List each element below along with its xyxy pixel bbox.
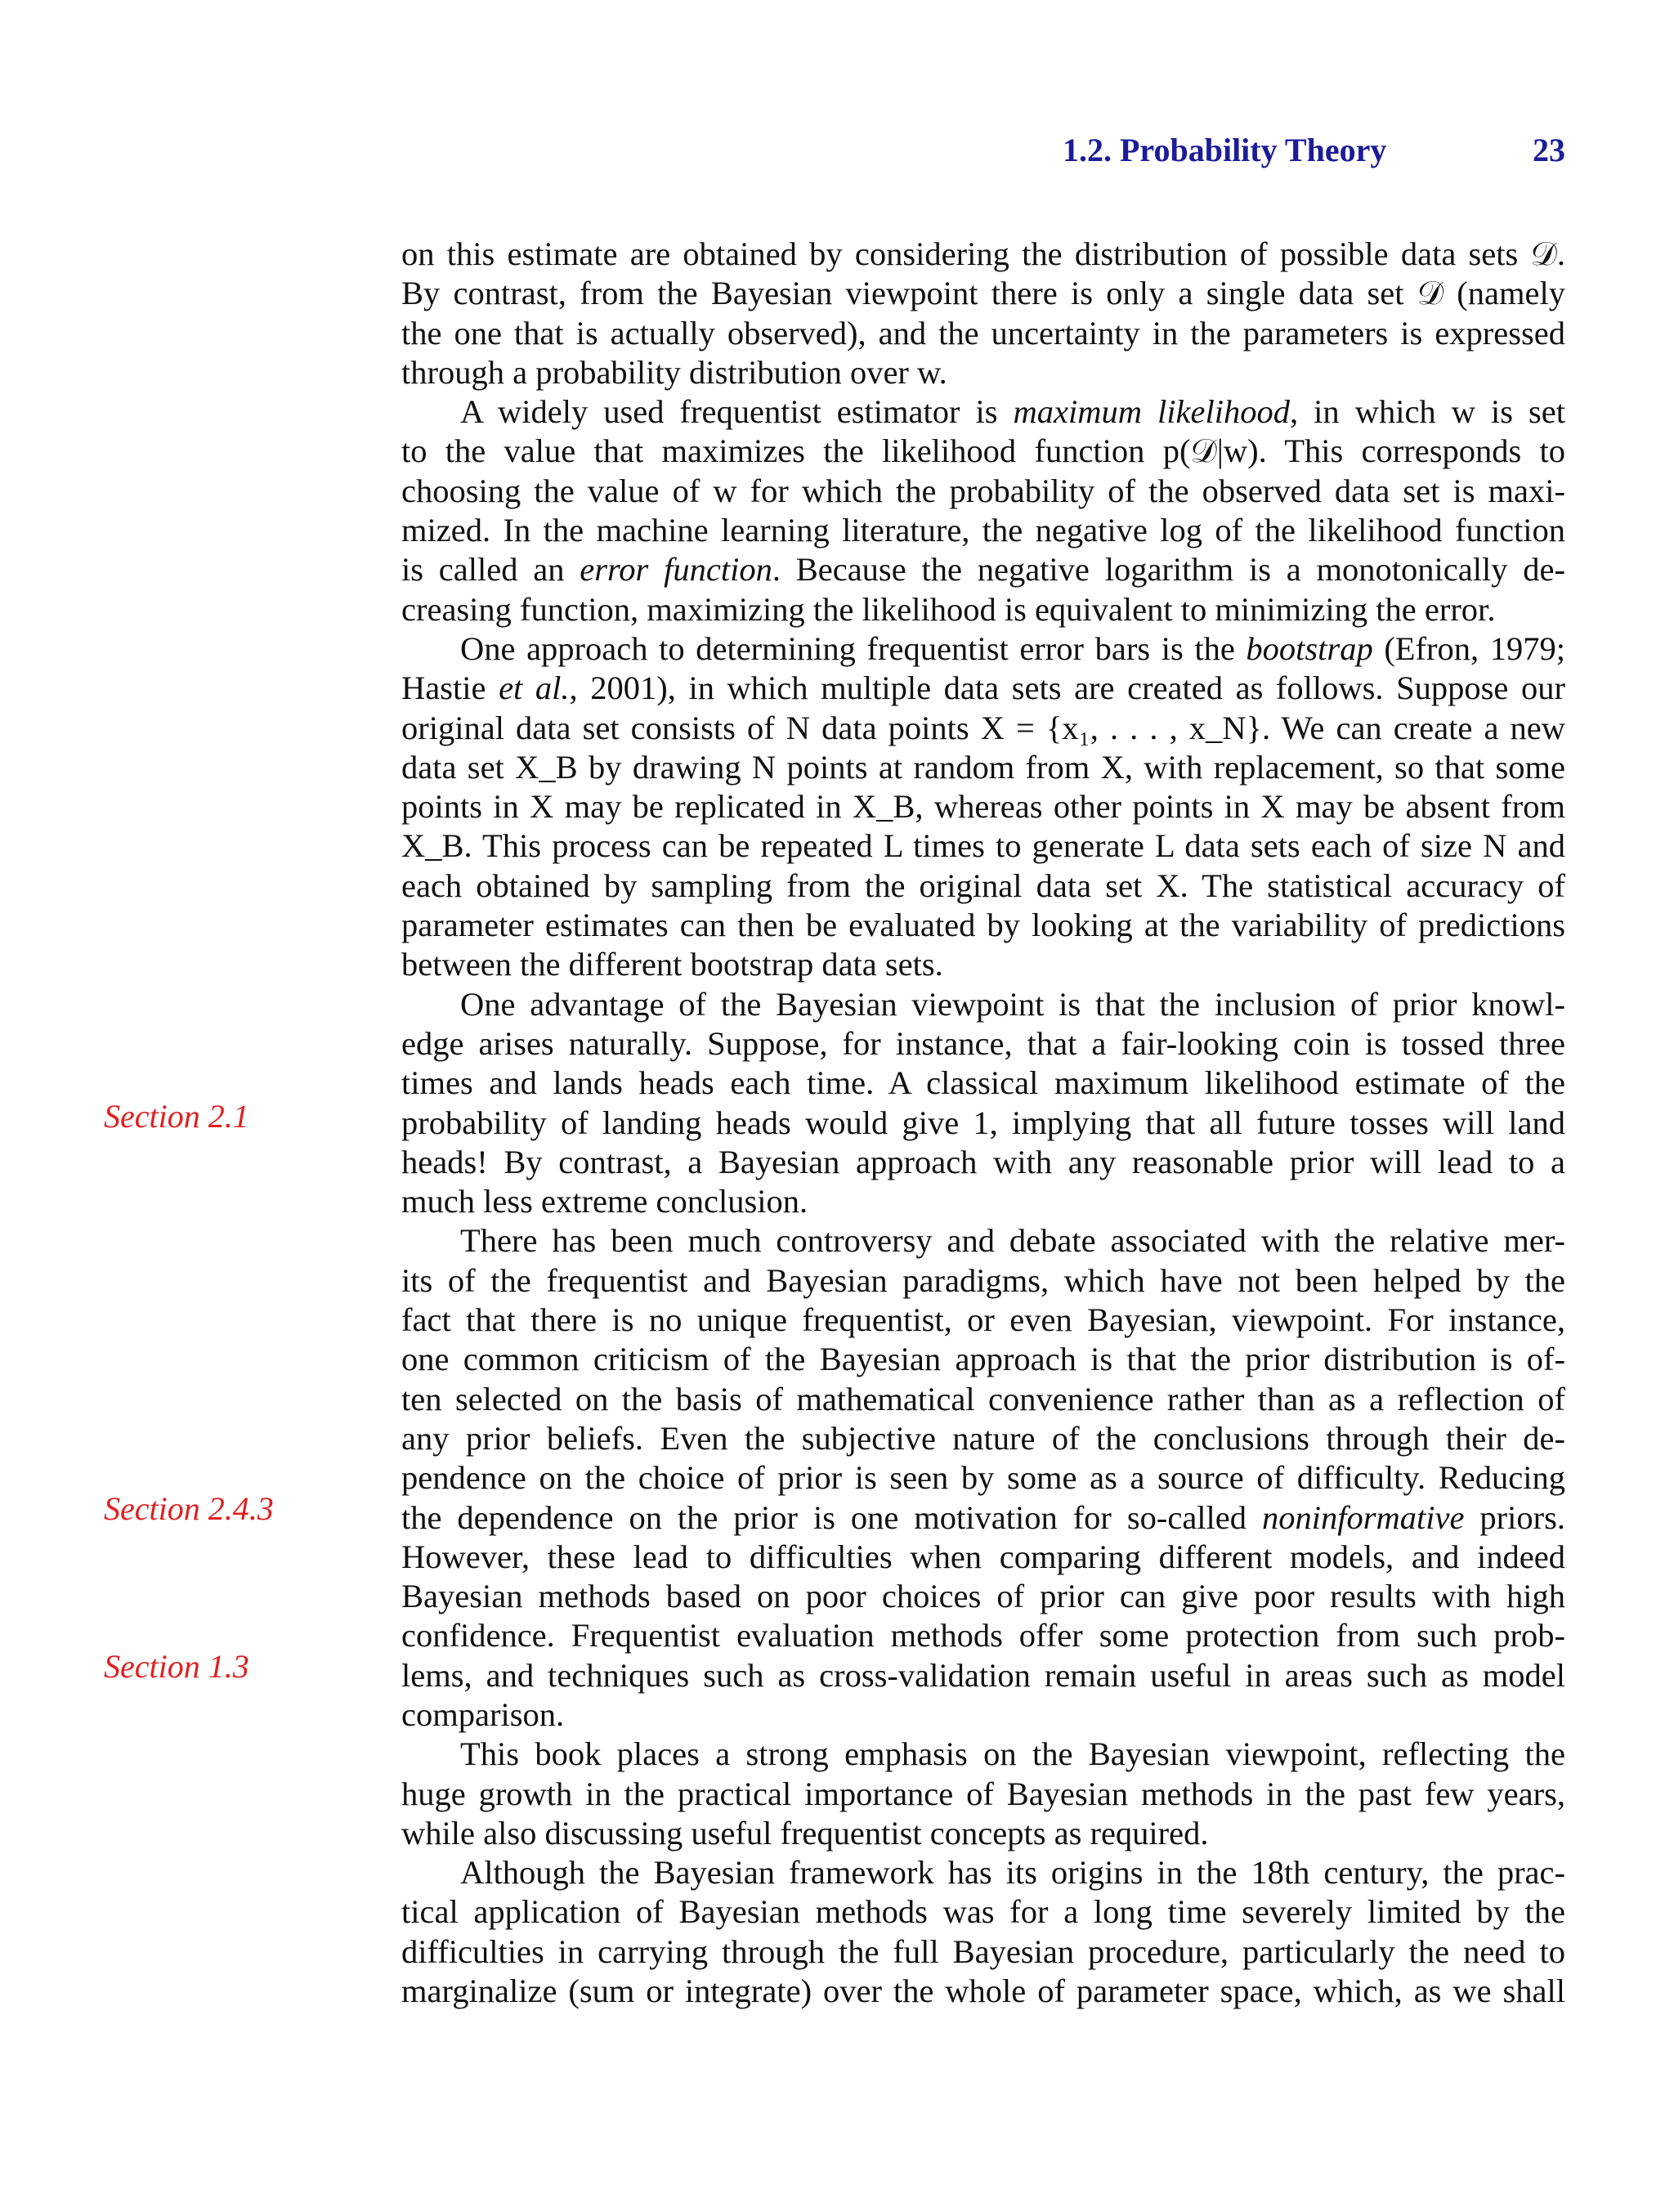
paragraph-line: times and lands heads each time. A classical maximum likelihood estimate of the [401, 1064, 1565, 1102]
paragraph-line: the one that is actually observed), and the uncertainty in the parameters is expressed [401, 314, 1565, 352]
paragraph-3 [401, 629, 1565, 985]
paragraph-6 [401, 1735, 1565, 1853]
paragraph-line: parameter estimates can then be evaluated by looking at the variability of predictions [401, 907, 1565, 944]
paragraph-line: lems, and techniques such as cross-validation remain useful in areas such as model [401, 1656, 1565, 1694]
paragraph-line: on this estimate are obtained by considering the distribution of possible data sets 𝒟. [401, 235, 1565, 272]
paragraph-line: each obtained by sampling from the original data set X. The statistical accuracy of [401, 866, 1565, 904]
paragraph-line: edge arises naturally. Suppose, for instance, that a fair-looking coin is tossed three [401, 1024, 1565, 1062]
paragraph-line: ten selected on the basis of mathematical convenience rather than as a reflection of [401, 1380, 1565, 1417]
paragraph-line: Hastie et al., 2001), in which multiple data sets are created as follows. Suppose our [401, 669, 1565, 707]
emphasis-maximum-likelihood: maximum likelihood [1013, 393, 1291, 431]
emphasis-noninformative: noninformative [1261, 1498, 1465, 1536]
paragraph-line: fact that there is no unique frequentist, or even Bayesian, viewpoint. For instance, [401, 1301, 1565, 1339]
paragraph-line: any prior beliefs. Even the subjective nature of the conclusions through their de- [401, 1419, 1565, 1457]
paragraph-line: creasing function, maximizing the likelihood is equivalent to minimizing the error. [401, 590, 1496, 628]
margin-note-section-2-1: Section 2.1 [104, 1098, 249, 1135]
margin-note-section-1-3: Section 1.3 [104, 1648, 249, 1685]
paragraph-line: the dependence on the prior is one motivation for so-called noninformative priors. [401, 1498, 1565, 1536]
paragraph-line: A widely used frequentist estimator is maximum likelihood, in which w is set [460, 393, 1565, 431]
paragraph-line: X_B. This process can be repeated L times to generate L data sets each of size N and [401, 827, 1565, 865]
paragraph-line: difficulties in carrying through the full Bayesian procedure, particularly the need to [401, 1932, 1565, 1970]
running-title: 1.2. Probability Theory [1063, 132, 1387, 168]
paragraph-line: data set X_B by drawing N points at random from X, with replacement, so that some [401, 748, 1565, 786]
paragraph-line: Bayesian methods based on poor choices of prior can give poor results with high [401, 1578, 1565, 1615]
paragraph-line: One advantage of the Bayesian viewpoint is that the inclusion of prior knowl- [460, 985, 1565, 1023]
paragraph-line: through a probability distribution over w. [401, 353, 947, 391]
paragraph-line: marginalize (sum or integrate) over the whole of parameter space, which, as we shall [401, 1972, 1565, 2010]
paragraph-5 [401, 1221, 1565, 1735]
paragraph-line: much less extreme conclusion. [401, 1183, 808, 1220]
page-number: 23 [1533, 132, 1565, 168]
paragraph-line: tical application of Bayesian methods was for a long time severely limited by the [401, 1893, 1565, 1931]
paragraph-line: original data set consists of N data points X = {x₁, . . . , x_N}. We can create a new [401, 709, 1565, 746]
paragraph-7 [401, 1853, 1565, 2011]
paragraph-line: comparison. [401, 1695, 565, 1733]
paragraph-line: By contrast, from the Bayesian viewpoint there is only a single data set 𝒟 (namely [401, 275, 1565, 312]
paragraph-line: Although the Bayesian framework has its origins in the 18th century, the prac- [460, 1854, 1565, 1892]
paragraph-line: to the value that maximizes the likelihood function p(𝒟|w). This corresponds to [401, 432, 1565, 470]
paragraph-1 [401, 235, 1565, 392]
paragraph-line: choosing the value of w for which the probability of the observed data set is maxi- [401, 472, 1565, 509]
paragraph-line: points in X may be replicated in X_B, whereas other points in X may be absent from [401, 788, 1565, 826]
paragraph-line: One approach to determining frequentist error bars is the bootstrap (Efron, 1979; [460, 629, 1565, 667]
paragraph-line: is called an error function. Because the negative logarithm is a monotonically de- [401, 551, 1565, 589]
margin-note-section-2-4-3: Section 2.4.3 [104, 1490, 274, 1527]
paragraph-line: mized. In the machine learning literature, the negative log of the likelihood function [401, 512, 1565, 549]
emphasis-bootstrap: bootstrap [1246, 629, 1373, 667]
paragraph-2 [401, 392, 1565, 629]
paragraph-4 [401, 985, 1565, 1222]
paragraph-line: its of the frequentist and Bayesian paradigms, which have not been helped by the [401, 1261, 1565, 1299]
paragraph-line: pendence on the choice of prior is seen by some as a source of difficulty. Reducing [401, 1459, 1565, 1497]
running-head [1063, 131, 1565, 172]
paragraph-line: huge growth in the practical importance of Bayesian methods in the past few years, [401, 1775, 1565, 1812]
paragraph-line: one common criticism of the Bayesian approach is that the prior distribution is of- [401, 1341, 1565, 1378]
paragraph-line: probability of landing heads would give 1, implying that all future tosses will land [401, 1104, 1565, 1141]
paragraph-line: between the different bootstrap data sets. [401, 946, 943, 983]
emphasis-error-function: error function [580, 551, 772, 589]
paragraph-line: There has been much controversy and debate associated with the relative mer- [460, 1222, 1565, 1260]
paragraph-line: heads! By contrast, a Bayesian approach with any reasonable prior will lead to a [401, 1143, 1565, 1180]
paragraph-line: while also discussing useful frequentist concepts as required. [401, 1814, 1209, 1852]
body-text [401, 235, 1565, 2011]
paragraph-line: confidence. Frequentist evaluation methods offer some protection from such prob- [401, 1617, 1565, 1655]
emphasis-et-al: et al. [499, 669, 570, 707]
paragraph-line: This book places a strong emphasis on the Bayesian viewpoint, reflecting the [460, 1735, 1565, 1773]
paragraph-line: However, these lead to difficulties when comparing different models, and indeed [401, 1538, 1565, 1575]
